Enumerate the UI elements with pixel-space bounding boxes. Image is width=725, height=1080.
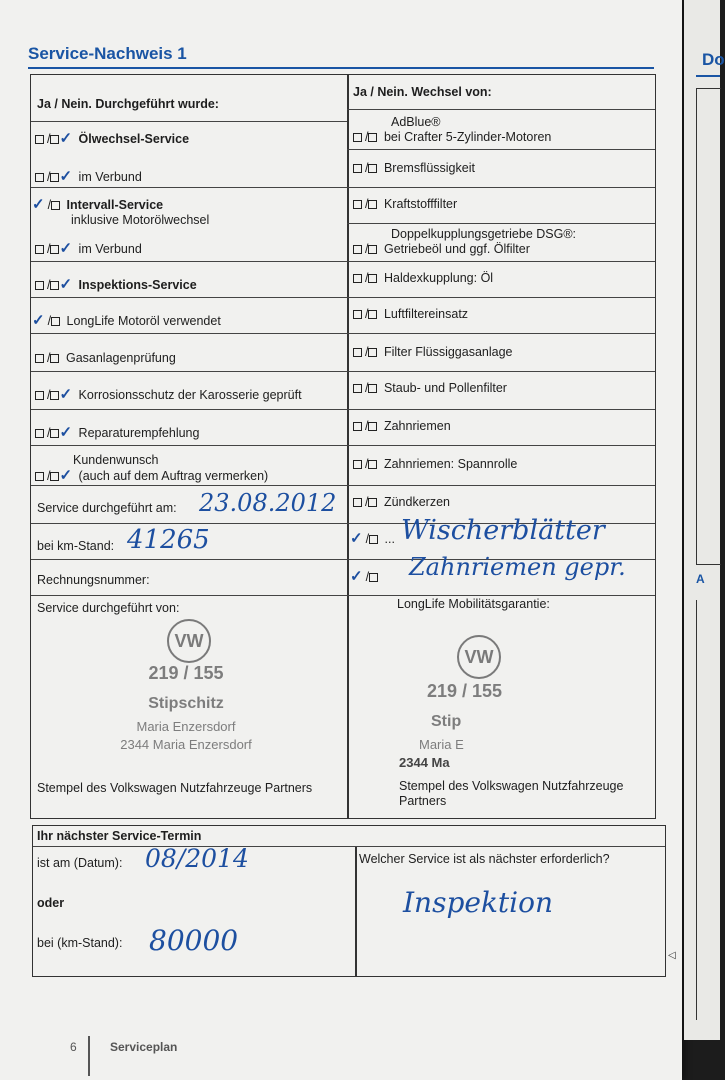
arrow-left-icon: ◁ xyxy=(668,950,676,961)
row-divider xyxy=(31,485,347,486)
stamp2-address: 2344 Ma xyxy=(399,755,450,770)
row-label: Korrosionsschutz der Karosserie geprüft xyxy=(78,388,302,402)
checkbox-no[interactable] xyxy=(368,164,377,173)
checkbox-yes[interactable] xyxy=(353,133,362,142)
column-divider xyxy=(355,846,357,976)
next-service-heading: Ihr nächster Service-Termin xyxy=(37,829,202,843)
row-label: Filter Flüssiggasanlage xyxy=(383,345,513,359)
performed-by-label: Service durchgeführt von: xyxy=(37,601,180,615)
custom-row-prefix: ... xyxy=(384,532,395,546)
left-row-gas: / Gasanlagenprüfung xyxy=(35,351,176,366)
row-divider xyxy=(31,187,347,188)
next-page-underline xyxy=(696,75,720,77)
custom-entry-1: Wischerblätter xyxy=(401,515,605,546)
row-divider xyxy=(347,109,655,110)
checkbox-yes[interactable] xyxy=(353,460,362,469)
row-divider xyxy=(31,445,347,446)
next-page-table-edge xyxy=(696,88,721,565)
row-divider xyxy=(347,297,655,298)
row-label: LongLife Motoröl verwendet xyxy=(66,314,221,328)
stamp-name: Stipschitz xyxy=(148,695,224,712)
right-row-pollen: / Staub- und Pollenfilter xyxy=(353,381,507,396)
tick-mark: ✓ xyxy=(59,424,73,441)
row-divider xyxy=(31,595,655,596)
service-date-value: 23.08.2012 xyxy=(199,489,337,517)
right-row-sparkplugs: / Zündkerzen xyxy=(353,495,450,510)
row-label: Inspektions-Service xyxy=(78,278,197,292)
row-label: Reparaturempfehlung xyxy=(78,426,200,440)
left-row-corrosion: / ✓ Korrosionsschutz der Karosserie geprüft xyxy=(35,387,302,403)
vw-logo-icon: VW xyxy=(167,619,211,663)
row-label: AdBlue® xyxy=(391,115,441,129)
stamp-address: 2344 Maria Enzersdorf xyxy=(120,737,252,752)
right-row-airfilter: / Luftfiltereinsatz xyxy=(353,307,468,322)
stamp2-name: Stip xyxy=(431,713,462,730)
row-label: Gasanlagenprüfung xyxy=(65,351,176,365)
row-label: im Verbund xyxy=(78,242,142,256)
row-label: im Verbund xyxy=(78,170,142,184)
checkbox-no[interactable] xyxy=(51,317,60,326)
stamp-number: 219 / 155 xyxy=(148,663,224,683)
right-row-timingbelt: / Zahnriemen xyxy=(353,419,451,434)
checkbox-no[interactable] xyxy=(368,348,377,357)
row-label: Kundenwunsch xyxy=(73,453,159,467)
row-sublabel: inklusive Motorölwechsel xyxy=(71,213,210,227)
row-divider xyxy=(347,371,655,372)
right-row-lpgfilter: / Filter Flüssiggasanlage xyxy=(353,345,513,360)
checkbox-no[interactable] xyxy=(369,535,378,544)
checkbox-yes[interactable] xyxy=(35,429,44,438)
row-divider xyxy=(31,523,347,524)
stamp-city: Maria Enzersdorf xyxy=(136,719,236,734)
checkbox-yes[interactable] xyxy=(353,200,362,209)
left-row-repair: / ✓ Reparaturempfehlung xyxy=(35,425,199,441)
tick-mark: ✓ xyxy=(350,530,363,547)
checkbox-yes[interactable] xyxy=(353,245,362,254)
checkbox-yes[interactable] xyxy=(353,498,362,507)
checkbox-yes[interactable] xyxy=(35,391,44,400)
right-column-header: Ja / Nein. Wechsel von: xyxy=(353,85,492,99)
checkbox-yes[interactable] xyxy=(353,422,362,431)
right-row-fuelfilter: / Kraftstofffilter xyxy=(353,197,457,212)
right-row-haldex: / Haldexkupplung: Öl xyxy=(353,271,493,286)
checkbox-no[interactable] xyxy=(368,422,377,431)
checkbox-yes[interactable] xyxy=(35,245,44,254)
next-page-marker: A xyxy=(696,572,705,586)
checkbox-yes[interactable] xyxy=(35,281,44,290)
row-label: Ölwechsel-Service xyxy=(78,132,190,146)
partner-stamp-label: Stempel des Volkswagen Nutzfahrzeuge Partners xyxy=(37,781,313,795)
tick-mark: ✓ xyxy=(59,130,73,147)
row-divider xyxy=(31,559,347,560)
service-table xyxy=(30,74,656,819)
checkbox-yes[interactable] xyxy=(353,274,362,283)
checkbox-no[interactable] xyxy=(368,384,377,393)
checkbox-yes[interactable] xyxy=(353,348,362,357)
right-row-brake: / Bremsflüssigkeit xyxy=(353,161,475,176)
right-row-custom2: ✓ / xyxy=(353,569,381,585)
left-column-header: Ja / Nein. Durchgeführt wurde: xyxy=(37,97,219,111)
tick-mark: ✓ xyxy=(59,240,73,257)
stamp2-city: Maria E xyxy=(419,737,464,752)
tick-mark: ✓ xyxy=(350,568,363,585)
row-label: Staub- und Pollenfilter xyxy=(383,381,507,395)
checkbox-no[interactable] xyxy=(369,573,378,582)
right-row-tensioner: / Zahnriemen: Spannrolle xyxy=(353,457,517,472)
page-number: 6 xyxy=(70,1040,77,1054)
mobility-label: LongLife Mobilitätsgarantie: xyxy=(397,597,550,611)
checkbox-yes[interactable] xyxy=(35,135,44,144)
footer-section: Serviceplan xyxy=(110,1040,178,1054)
next-page-table-edge-2 xyxy=(696,600,721,1020)
row-divider xyxy=(31,261,347,262)
row-divider xyxy=(347,409,655,410)
service-date-label: Service durchgeführt am: xyxy=(37,501,177,515)
tick-mark: ✓ xyxy=(59,168,73,185)
row-divider xyxy=(347,187,655,188)
next-date-label: ist am (Datum): xyxy=(37,856,123,870)
row-label: Zündkerzen xyxy=(383,495,450,509)
next-or-label: oder xyxy=(37,896,65,910)
page-title: Service-Nachweis 1 xyxy=(28,44,187,63)
left-row-customer: Kundenwunsch / ✓ (auch auf dem Auftrag vermerken) xyxy=(35,453,268,484)
checkbox-no[interactable] xyxy=(50,354,59,363)
row-label: Intervall-Service xyxy=(66,198,164,212)
left-row-verbund-1: / ✓ im Verbund xyxy=(35,169,142,185)
checkbox-no[interactable] xyxy=(368,274,377,283)
tick-mark: ✓ xyxy=(59,276,73,293)
row-sublabel: Getriebeöl und ggf. Ölfilter xyxy=(383,242,530,256)
left-row-interval: ✓ / Intervall-Service inklusive Motorölwechsel xyxy=(32,196,210,227)
tick-mark: ✓ xyxy=(32,312,45,329)
km-label: bei km-Stand: xyxy=(37,539,115,553)
checkbox-no[interactable] xyxy=(368,245,377,254)
checkbox-no[interactable] xyxy=(368,310,377,319)
row-divider xyxy=(347,223,655,224)
row-label: Bremsflüssigkeit xyxy=(383,161,475,175)
checkbox-yes[interactable] xyxy=(353,164,362,173)
custom-entry-2: Zahnriemen gepr. xyxy=(409,553,626,581)
row-divider xyxy=(31,121,347,122)
next-which-value: Inspektion xyxy=(403,886,554,919)
tick-mark: ✓ xyxy=(59,467,73,484)
checkbox-yes[interactable] xyxy=(35,354,44,363)
tick-mark: ✓ xyxy=(32,196,45,213)
row-divider xyxy=(31,409,347,410)
row-label: Zahnriemen: Spannrolle xyxy=(383,457,518,471)
row-label: Haldexkupplung: Öl xyxy=(383,271,494,285)
row-divider xyxy=(347,261,655,262)
checkbox-yes[interactable] xyxy=(35,173,44,182)
next-date-value: 08/2014 xyxy=(145,844,249,873)
row-label: Doppelkupplungsgetriebe DSG®: xyxy=(391,227,577,241)
next-km-value: 80000 xyxy=(149,924,239,957)
next-page-edge xyxy=(684,0,725,1040)
right-row-adblue: AdBlue® / bei Crafter 5-Zylinder-Motoren xyxy=(353,115,551,145)
left-row-longlife: ✓ / LongLife Motoröl verwendet xyxy=(32,312,221,329)
checkbox-no[interactable] xyxy=(368,133,377,142)
title-underline xyxy=(28,67,654,69)
checkbox-no[interactable] xyxy=(368,200,377,209)
row-divider xyxy=(347,333,655,334)
row-label: Kraftstofffilter xyxy=(383,197,458,211)
vw-logo-icon: VW xyxy=(457,635,501,679)
row-label: Luftfiltereinsatz xyxy=(383,307,469,321)
next-km-label: bei (km-Stand): xyxy=(37,936,123,950)
next-which-label: Welcher Service ist als nächster erforderlich? xyxy=(359,852,610,866)
row-sublabel: (auch auf dem Auftrag vermerken) xyxy=(78,469,269,483)
footer-divider xyxy=(88,1036,90,1076)
left-row-verbund-2: / ✓ im Verbund xyxy=(35,241,142,257)
row-divider xyxy=(31,371,347,372)
left-row-oilchange: / ✓ Ölwechsel-Service xyxy=(35,131,189,147)
next-page-title: Do xyxy=(702,50,725,69)
row-divider xyxy=(31,297,347,298)
stamp2-number: 219 / 155 xyxy=(427,681,503,701)
row-label: Zahnriemen xyxy=(383,419,451,433)
checkbox-no[interactable] xyxy=(368,498,377,507)
next-service-box xyxy=(32,825,666,977)
checkbox-yes[interactable] xyxy=(35,472,44,481)
right-row-dsg: Doppelkupplungsgetriebe DSG®: / Getriebeöl und ggf. Ölfilter xyxy=(353,227,576,257)
km-value: 41265 xyxy=(127,525,210,555)
right-row-custom1: ✓ / ... xyxy=(350,530,395,547)
checkbox-yes[interactable] xyxy=(353,310,362,319)
row-divider xyxy=(31,333,347,334)
row-sublabel: bei Crafter 5-Zylinder-Motoren xyxy=(383,130,552,144)
row-divider xyxy=(347,445,655,446)
checkbox-no[interactable] xyxy=(51,201,60,210)
partner-stamp-label-right: Stempel des Volkswagen Nutzfahrzeuge Partners xyxy=(399,779,624,808)
row-divider xyxy=(347,485,655,486)
left-row-inspection: / ✓ Inspektions-Service xyxy=(35,277,197,293)
row-divider xyxy=(33,846,665,847)
row-divider xyxy=(347,149,655,150)
checkbox-no[interactable] xyxy=(368,460,377,469)
checkbox-yes[interactable] xyxy=(353,384,362,393)
tick-mark: ✓ xyxy=(59,386,73,403)
invoice-label: Rechnungsnummer: xyxy=(37,573,150,587)
